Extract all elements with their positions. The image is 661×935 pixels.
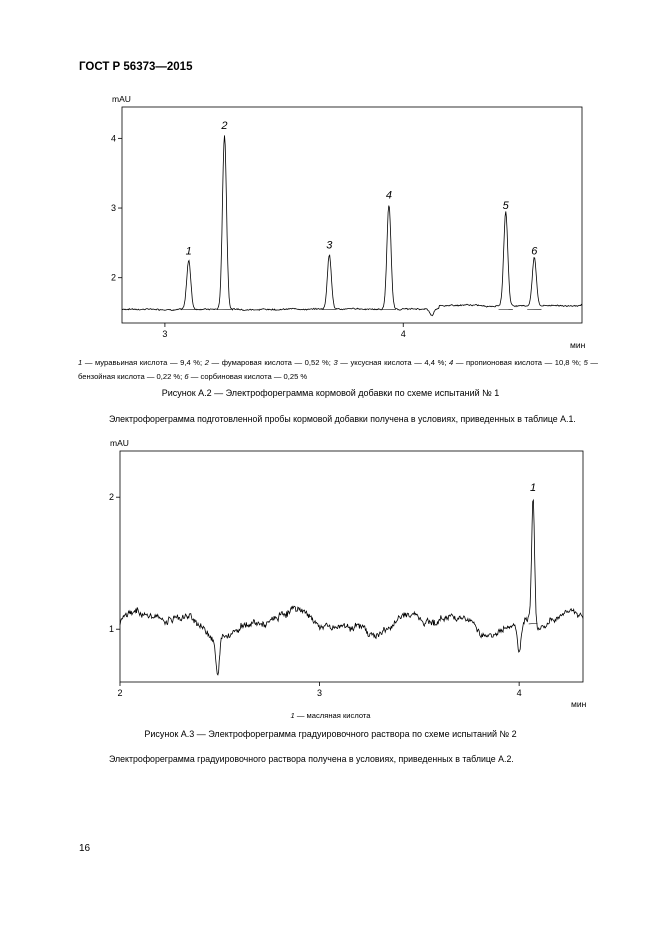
figure-a3-legend (0, 709, 661, 723)
a2-legend-text: — уксусная кислота — 4,4 %; (337, 358, 450, 367)
chart1-peak-label: 2 (221, 119, 228, 132)
page-number: 16 (79, 843, 91, 854)
a2-legend-text: — муравьиная кислота — 9,4 %; (82, 358, 205, 367)
figure-a2-legend (78, 356, 598, 384)
chart1-plot-frame (122, 107, 582, 323)
a2-legend-text: — фумаровая кислота — 0,52 %; (208, 358, 334, 367)
figure-a2-caption: Рисунок А.2 — Электрофореграмма кормовой добавки по схеме испытаний № 1 (161, 388, 500, 398)
a2-legend-text: — бензойная кислота — 0,22 %; (78, 358, 598, 381)
a3-legend-num: 1 (290, 711, 295, 720)
a2-legend-num: 6 (184, 372, 189, 381)
chart2-ytick-label: 1 (108, 624, 114, 635)
chart1-xtick-label: 3 (162, 329, 168, 339)
a2-legend-text: — пропионовая кислота — 10,8 %; (453, 358, 584, 367)
a2-legend-num: 3 (333, 358, 338, 367)
chart2-xlabel: мин (571, 699, 587, 709)
a3-legend-text: — масляная кислота (294, 711, 371, 720)
a2-legend-num: 2 (204, 358, 209, 367)
chart1-ylabel: mAU (112, 94, 131, 104)
chart1-ytick-label: 2 (110, 272, 116, 283)
chart2-xtick-label: 3 (317, 688, 323, 698)
chart1-signal-line (122, 135, 582, 315)
figure-a3-note: Электрофореграмма градуировочного раствора получена в условиях, приведенных в таблице А.2. (109, 754, 514, 764)
chart2-plot-frame (120, 451, 583, 682)
chart1-peak-label: 1 (185, 245, 192, 258)
chart2-signal-line (120, 500, 583, 675)
chart2-ylabel: mAU (110, 438, 129, 448)
a2-legend-num: 5 (583, 358, 588, 367)
chart1-peak-label: 6 (531, 245, 538, 258)
document-header: ГОСТ Р 56373—2015 (79, 61, 193, 73)
chart1-peak-label: 5 (502, 200, 509, 212)
chart2-xtick-label: 2 (117, 688, 123, 698)
chart1-xlabel: мин (570, 340, 586, 350)
chart1-ytick-label: 3 (110, 203, 116, 214)
chart1-peak-label: 4 (385, 189, 393, 202)
a2-legend-num: 4 (449, 358, 454, 367)
a2-legend-num: 1 (78, 358, 83, 367)
chart2-peak-label: 1 (530, 482, 537, 495)
chart2-xtick-label: 4 (516, 688, 522, 698)
chart1-peak-label: 3 (326, 239, 333, 252)
chart2-ytick-label: 2 (108, 492, 114, 503)
chart2-peak-baseline (529, 623, 538, 624)
figure-a2-note: Электрофореграмма подготовленной пробы кормовой добавки получена в условиях, приведенных в таблице А.1. (109, 414, 576, 424)
figure-a3-caption: Рисунок А.3 — Электрофореграмма градуировочного раствора по схеме испытаний № 2 (144, 729, 517, 739)
chart1-ytick-label: 4 (110, 133, 116, 144)
chart1-xtick-label: 4 (400, 329, 406, 339)
a2-legend-text: — сорбиновая кислота — 0,25 % (188, 372, 308, 381)
